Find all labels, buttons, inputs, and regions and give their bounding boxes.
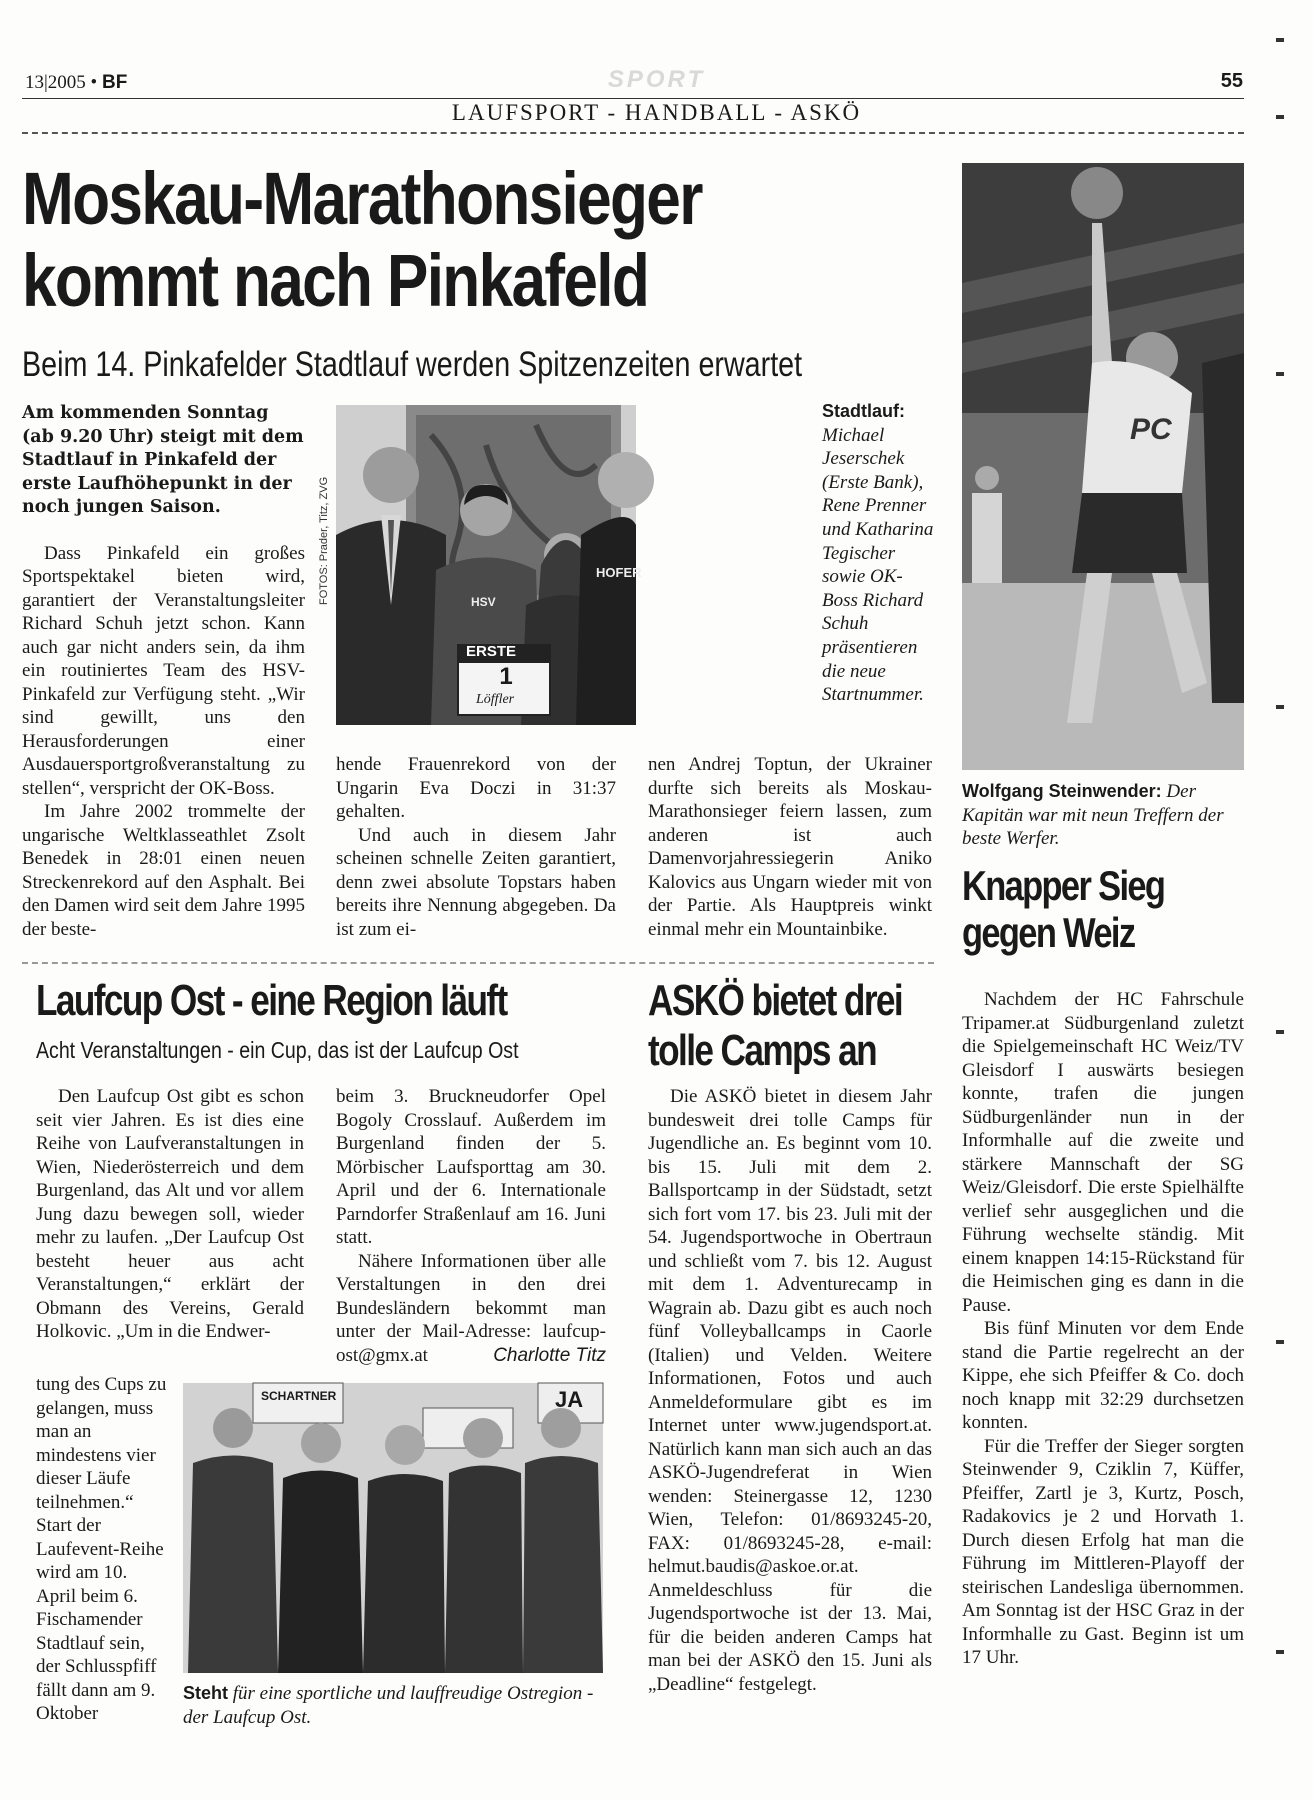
laufcup-caption [183,1682,603,1729]
shirt-logo-left: HSV [471,595,496,609]
laufcup-paragraph: Den Laufcup Ost gibt es schon seit vier Jahren. Es ist dies eine Reihe von Laufveranstaltungen in Wien, Niederösterreich und dem Burgenland, das Alt und vor allem Jung dazu bewegen soll, wieder mehr zu laufen. „Der Laufcup Ost besteht heuer aus acht Veranstaltungen,“ erklärt der Obmann des Vereins, Gerald Holkovic. „Um in die Endwer- [36,1086,304,1342]
main-column-1 [22,402,305,941]
caption-lead: Steht [183,1683,228,1703]
laufcup-column-2 [336,1085,606,1367]
header-rule [22,98,1244,99]
askoe-headline-line1: ASKÖ bietet drei [648,976,903,1025]
handball-photo [962,163,1244,770]
handball-paragraph: Nachdem der HC Fahrschule Tripamer.at Südburgenland zuletzt die Spielgemeinschaft HC Weiz/TV Gleisdorf I auswärts besiegen konnte, trafen die jungen Südburgenländer nun in der Informhalle auf die zweite und stärkere Mannschaft der SG Weiz/Gleisdorf. Die erste Spielhälfte verlief sehr ausgeglichen und die Führung wechselte ständig. Mit einem knappen 14:15-Rückstand für die Heimischen ging es dann in die Pause. [962,989,1244,1316]
handball-headline-line2: gegen Weiz [962,909,1135,956]
scan-margin-mark [1276,1340,1284,1344]
main-lead: Am kommenden Sonntag (ab 9.20 Uhr) steigt mit dem Stadtlauf in Pinkafeld der erste Laufhöhepunkt in der noch jungen Saison. [22,403,304,517]
section-label: SPORT [607,66,706,93]
stadtlauf-caption [822,400,934,707]
photo-credit: FOTOS: Prader, Titz, ZVG [318,476,330,605]
laufcup-column-1-continued [36,1373,171,1726]
askoe-column [648,1085,932,1696]
handball-paragraph: Bis fünf Minuten vor dem Ende stand die Partie regelrecht an der Kippe, ehe sich Pfeiffer & Co. doch noch knapp mit 32:29 durchsetzen konnten. [962,1318,1244,1433]
caption-lead: Wolfgang Steinwender: [962,781,1162,801]
shirt-logo-right: HOFER [596,565,642,580]
jersey-number: PC [1130,413,1172,446]
section-divider [22,962,934,964]
handball-paragraph: Für die Treffer der Sieger sorgten Steinwender 9, Cziklin 7, Küffer, Pfeiffer, Zartl je 3, Kurtz, Posch, Radakovics je 2 und Horvath 1. Durch diesen Erfolg hat man die Führung im Mittleren-Playoff der steirischen Landesliga übernommen. Am Sonntag ist der HSC Graz in der Informhalle zu Gast. Beginn ist um 17 Uhr. [962,1435,1244,1668]
issue-number: 13|2005 • [25,72,98,93]
handball-caption [962,780,1244,851]
main-column-2 [336,753,616,941]
author-signature: Charlotte Titz [493,1344,606,1366]
sign-start-number: 1 [499,663,513,690]
banner-text-right: JA [555,1387,584,1412]
laufcup-photo-illustration [183,1383,603,1673]
scan-margin-mark [1276,1030,1284,1034]
caption-text: für eine sportliche und lauffreudige Ostregion - der Laufcup Ost. [183,1683,594,1728]
laufcup-photo [183,1383,603,1673]
laufcup-paragraph: beim 3. Bruckneudorfer Opel Bogoly Crosslauf. Außerdem im Burgenland finden der 5. Mörbischer Laufsporttag am 30. April und der 6. Internationale Parndorfer Straßenlauf am 16. Juni statt. [336,1086,606,1248]
caption-lead: Stadtlauf: [822,401,905,421]
askoe-paragraph: Die ASKÖ bietet in diesem Jahr bundesweit drei tolle Camps für Jugendliche an. Es beginnt vom 10. bis 15. Juli mit dem 2. Ballsportcamp in der Südstadt, setzt sich fort vom 17. bis 23. Juli mit der 54. Jugendsportwoche in Obertraun und schließt vom 7. bis 12. August mit dem 1. Adventurecamp in Wagrain ab. Dazu gibt es auch noch fünf Volleyballcamps in Caorle (Italien) und Velden. Weitere Informationen, Fotos und auch Anmeldeformulare gibt es im Internet unter www.jugendsport.at. Natürlich kann man sich auch an das ASKÖ-Jugendreferat in Wien wenden: Steinergasse 12, 1230 Wien, Telefon: 01/8693245-20, FAX: 01/8693245-28, e-mail: helmut.baudis@askoe.or.at. Anmeldeschluss für die Jugendsportwoche ist der 13. Mai, für die beiden anderen Camps hat man bei der ASKÖ den 15. Juni als „Deadline“ festgelegt. [648,1086,932,1695]
handball-column [962,988,1244,1670]
main-paragraph: Und auch in diesem Jahr scheinen schnelle Zeiten garantiert, denn zwei absolute Topstars haben bereits ihre Nennung abgegeben. Da ist zum ei- [336,824,616,940]
laufcup-headline: Laufcup Ost - eine Region läuft [36,976,507,1025]
main-paragraph: nen Andrej Toptun, der Ukrainer durfte sich bereits als Moskau-Marathonsieger feiern lassen, zum anderen ist auch Damenvorjahressiegerin Aniko Kalovics aus Ungarn wieder mit von der Partie. Als Hauptpreis winkt einmal mehr ein Mountainbike. [648,754,932,940]
main-column-3 [648,753,932,941]
askoe-headline-line2: tolle Camps an [648,1026,876,1075]
main-headline-line1: Moskau-Marathonsieger [22,157,702,240]
main-paragraph: Im Jahre 2002 trommelte der ungarische Weltklasseathlet Zsolt Benedek in 28:01 einen neuen Streckenrekord auf den Asphalt. Bei den Damen wird seit dem Jahre 1995 der beste- [22,801,305,940]
scan-margin-mark [1276,38,1284,42]
scan-margin-mark [1276,705,1284,709]
laufcup-paragraph [336,1250,606,1368]
banner-text: SCHARTNER [261,1389,337,1403]
laufcup-column-1 [36,1085,304,1344]
page-number: 55 [1220,70,1243,92]
stadtlauf-photo [336,405,642,725]
sign-bank-text: ERSTE [466,643,517,660]
topics-line: LAUFSPORT - HANDBALL - ASKÖ [451,100,862,125]
scan-margin-mark [1276,115,1284,119]
main-subheadline: Beim 14. Pinkafelder Stadtlauf werden Spitzenzeiten erwartet [22,345,803,384]
handball-photo-illustration [962,163,1244,770]
handball-headline [962,862,1164,956]
caption-text: Der Kapitän war mit neun Treffern der beste Werfer. [962,781,1224,850]
laufcup-subheadline: Acht Veranstaltungen - ein Cup, das ist der Laufcup Ost [36,1037,519,1063]
handball-headline-line1: Knapper Sieg [962,862,1165,909]
laufcup-paragraph: tung des Cups zu gelangen, muss man an mindestens vier dieser Läufe teilnehmen.“ Start der Laufevent-Reihe wird am 10. April beim 6. Fischamender Stadtlauf sein, der Schlusspfiff fällt dann am 9. Oktober [36,1374,167,1724]
scan-margin-mark [1276,1650,1284,1654]
sign-brand: Löffler [476,692,515,707]
publication-name: BF [101,72,128,93]
laufcup-contact-text: Nähere Informationen über alle Verstaltungen in den drei Bundesländern bekommt man unter der Mail-Adresse: laufcup-ost@gmx.at [336,1250,606,1366]
main-paragraph: hende Frauenrekord von der Ungarin Eva Doczi in 31:37 gehalten. [336,754,616,822]
header-dashed-rule [22,132,1244,134]
caption-text: Michael Jeserschek (Erste Bank), Rene Prenner und Katharina Tegischer sowie OK-Boss Richard Schuh präsentieren die neue Startnummer. [822,424,934,706]
main-headline [22,158,702,322]
main-paragraph: Dass Pinkafeld ein großes Sportspektakel bieten wird, garantiert der Veranstaltungsleiter Richard Schuh jetzt schon. Kann auch gar nicht anders sein, da ihm ein routiniertes Team des HSV-Pinkafeld zur Verfügung steht. „Wir sind gewillt, uns den Herausforderungen einer Ausdauersportgroßveranstaltung zu stellen“, verspricht der OK-Boss. [22,542,305,799]
askoe-headline [648,976,902,1076]
main-headline-line2: kommt nach Pinkafeld [22,239,649,322]
scan-margin-mark [1276,372,1284,376]
